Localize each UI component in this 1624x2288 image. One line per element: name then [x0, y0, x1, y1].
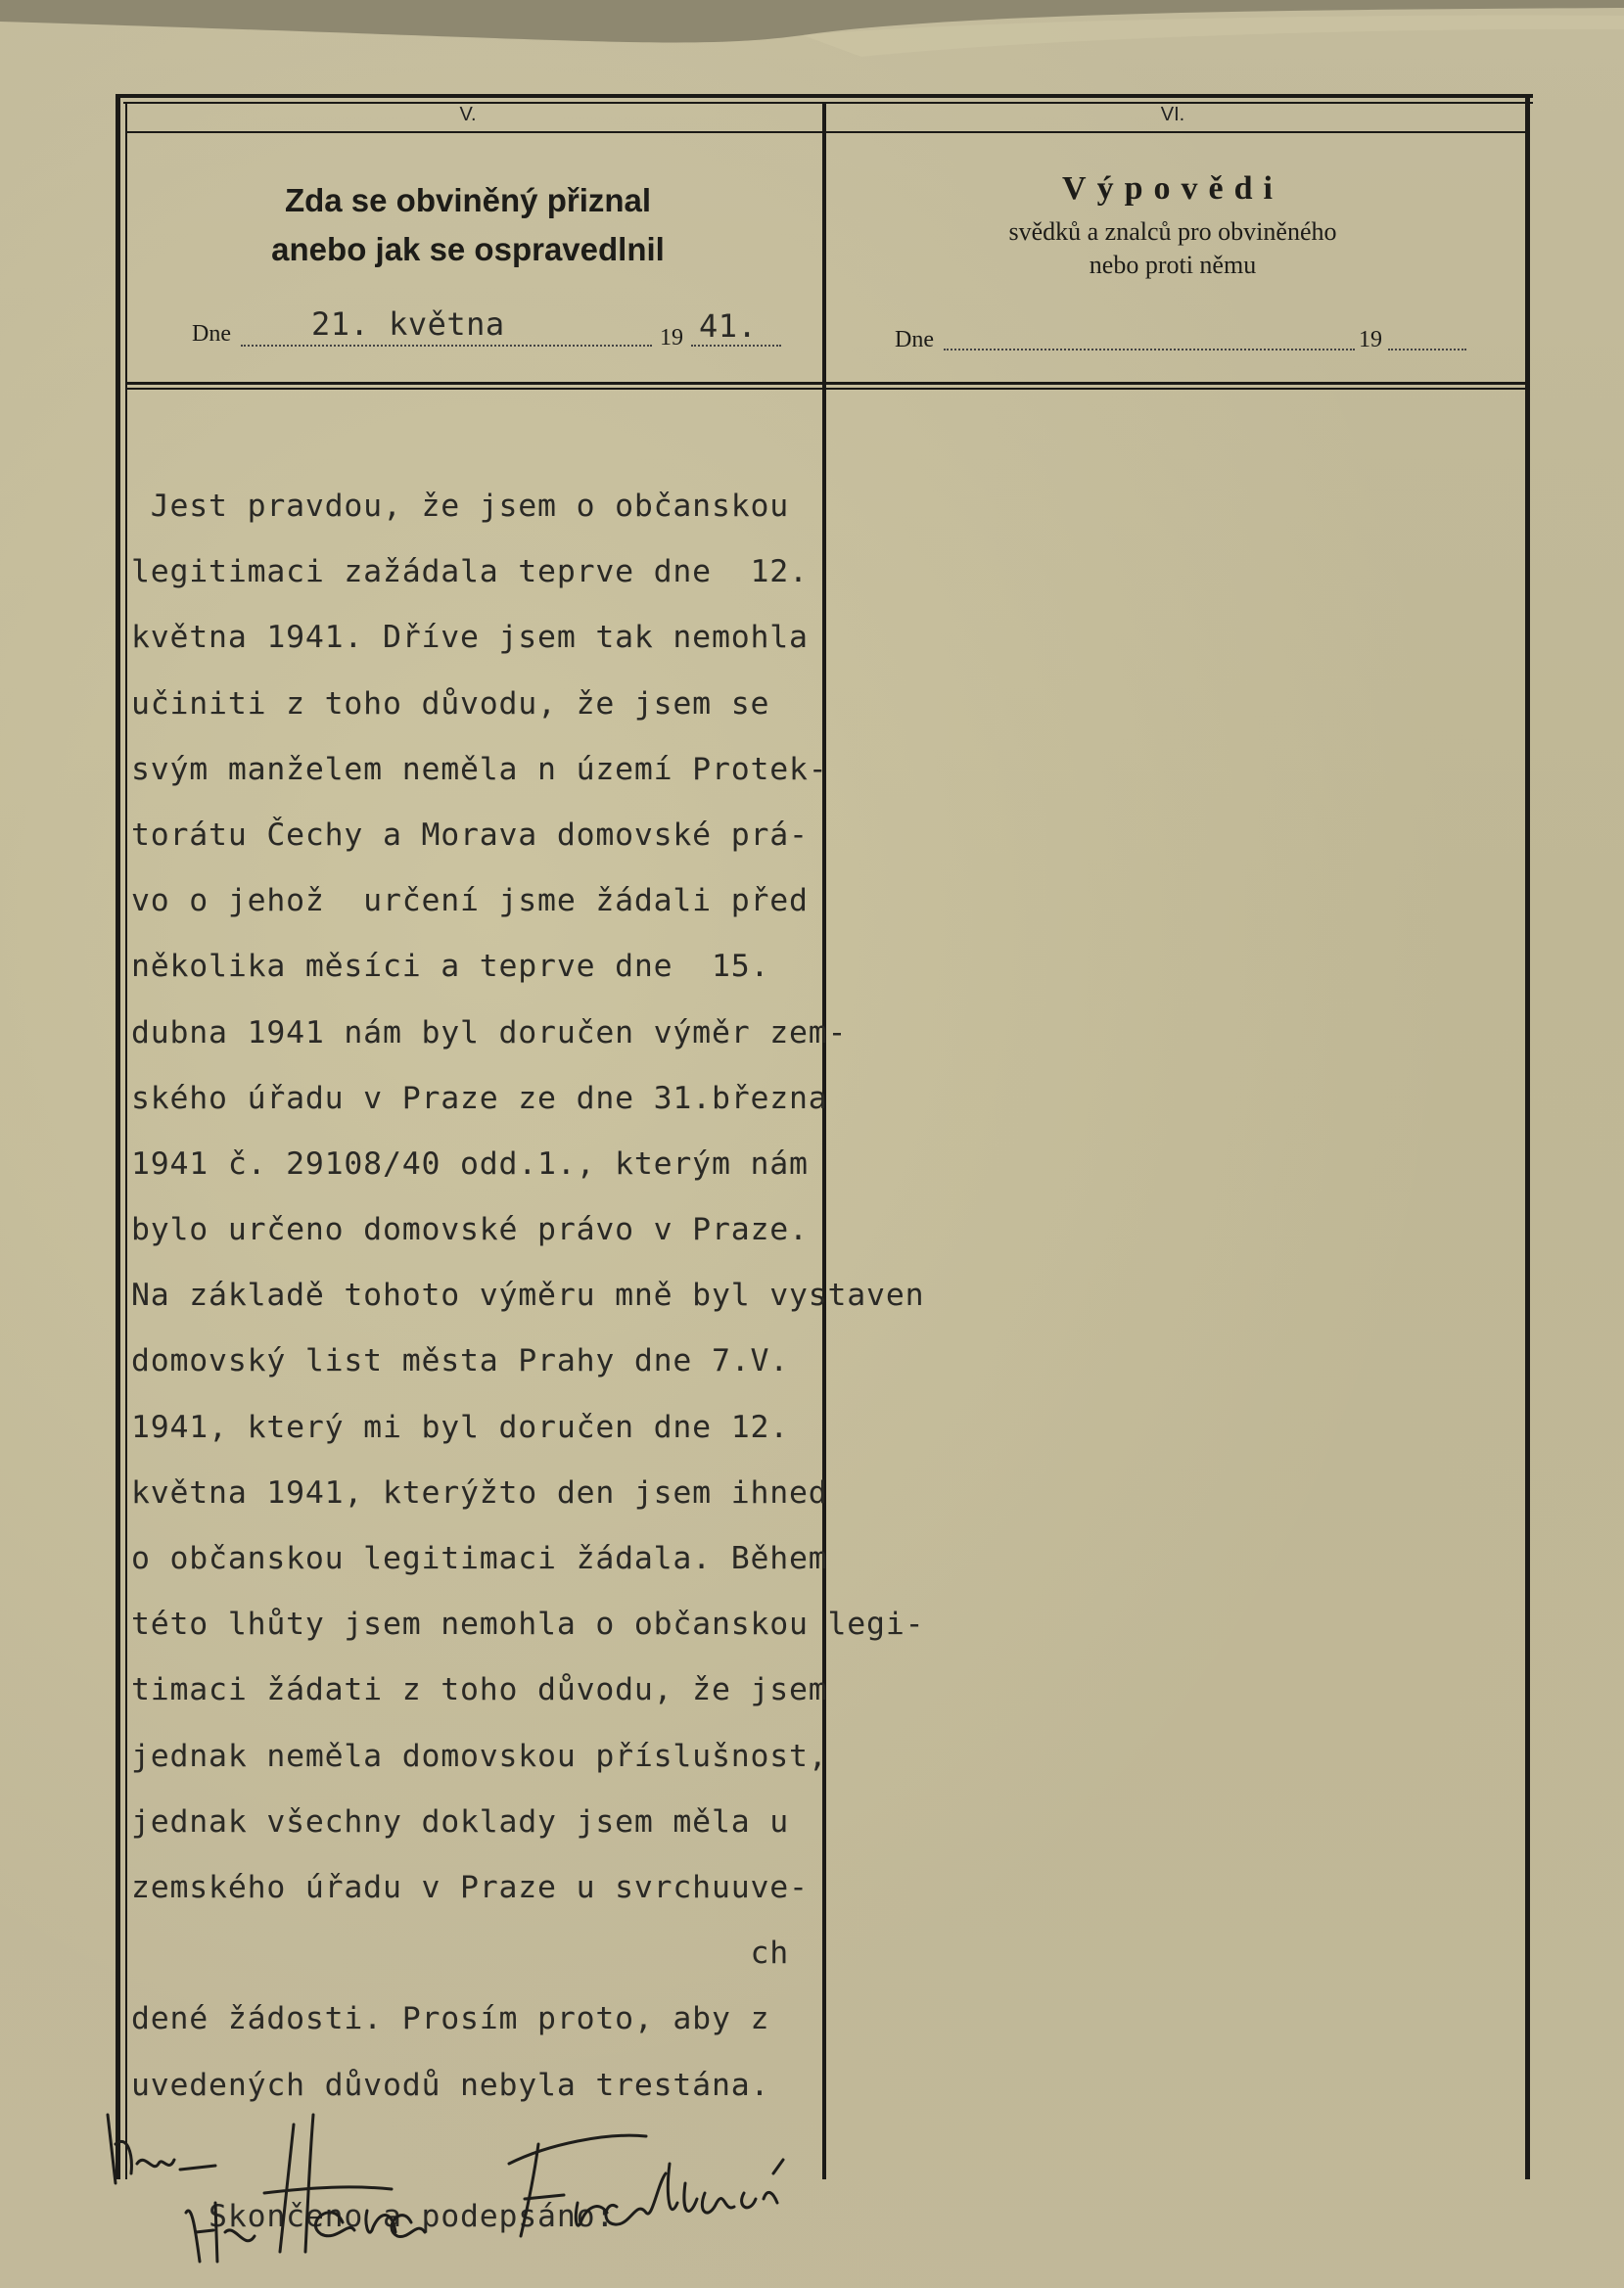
statement-line: této lhůty jsem nemohla o občanskou legi-: [131, 1607, 925, 1643]
left-date-year-prefix: 19: [660, 325, 683, 350]
statement-line: května 1941. Dříve jsem tak nemohla: [131, 620, 809, 656]
statement-line: ch: [131, 1936, 789, 1972]
statement-line: několika měsíci a teprve dne 15.: [131, 949, 770, 985]
statement-line: Skončeno a podepsáno:: [131, 2198, 616, 2234]
statement-line: zemského úřadu v Praze u svrchuuve-: [131, 1869, 809, 1905]
table-left-border-inner: [125, 102, 127, 2179]
left-date-label: Dne: [192, 321, 231, 347]
table-top-border-inner: [123, 102, 1533, 104]
statement-line: uvedených důvodů nebyla trestána.: [131, 2067, 770, 2103]
statement-line: o občanskou legitimaci žádala. Během: [131, 1541, 828, 1576]
left-heading-line1: Zda se obviněný přiznal: [284, 182, 652, 218]
statement-line: domovský list města Prahy dne 7.V.: [131, 1343, 789, 1379]
header-bottom-line: [125, 382, 1527, 385]
statement-line: legitimaci zažádala teprve dne 12.: [131, 554, 809, 590]
left-date-dotted-line: [241, 345, 652, 347]
header-number-row-line: [125, 131, 1527, 133]
handwritten-signature: [98, 2105, 881, 2281]
statement-line: dubna 1941 nám byl doručen výměr zem-: [131, 1014, 848, 1051]
right-heading: Výpovědi: [1062, 170, 1283, 207]
right-subheading-line1: svědků a znalců pro obviněného: [1008, 217, 1337, 246]
paper-fold-edge: [0, 0, 1624, 69]
statement-line: učiniti z toho důvodu, že jsem se: [131, 685, 770, 722]
statement-line: bylo určeno domovské právo v Praze.: [131, 1212, 809, 1248]
right-date-dotted-line: [944, 349, 1355, 350]
statement-line: května 1941, kterýžto den jsem ihned: [131, 1474, 828, 1511]
statement-line: jednak neměla domovskou příslušnost,: [131, 1738, 828, 1774]
statement-line: torátu Čechy a Morava domovské prá-: [131, 817, 809, 853]
statement-line: 1941, který mi byl doručen dne 12.: [131, 1409, 789, 1445]
left-heading-line2: anebo jak se ospravedlnil: [271, 231, 665, 267]
statement-line: Jest pravdou, že jsem o občanskou: [131, 489, 789, 524]
statement-line: vo o jehož určení jsme žádali před: [131, 883, 809, 919]
left-year-dotted-line: [691, 345, 781, 347]
left-date-typed: 21. května: [311, 305, 505, 343]
right-date-year-prefix: 19: [1359, 327, 1382, 352]
right-date-label: Dne: [895, 327, 934, 352]
statement-line: Na základě tohoto výměru mně byl vystaven: [131, 1278, 925, 1314]
table-right-border: [1525, 94, 1530, 2179]
statement-line: 1941 č. 29108/40 odd.1., kterým nám: [131, 1145, 809, 1182]
statement-line: jednak všechny doklady jsem měla u: [131, 1803, 789, 1840]
statement-line: timaci žádati z toho důvodu, že jsem: [131, 1672, 828, 1708]
column-number-left: V.: [459, 104, 477, 125]
right-subheading-line2: nebo proti němu: [1089, 251, 1257, 279]
column-number-right: VI.: [1160, 104, 1185, 125]
table-left-border: [116, 94, 120, 2179]
right-year-dotted-line: [1388, 349, 1466, 350]
statement-line: ského úřadu v Praze ze dne 31.března: [131, 1080, 828, 1116]
statement-line: svým manželem neměla n území Protek-: [131, 751, 828, 787]
statement-text: [131, 474, 973, 2250]
left-year-typed: 41.: [699, 307, 758, 345]
table-top-border: [116, 94, 1533, 98]
statement-line: dené žádosti. Prosím proto, aby z: [131, 2001, 770, 2037]
header-bottom-line-2: [125, 388, 1527, 390]
